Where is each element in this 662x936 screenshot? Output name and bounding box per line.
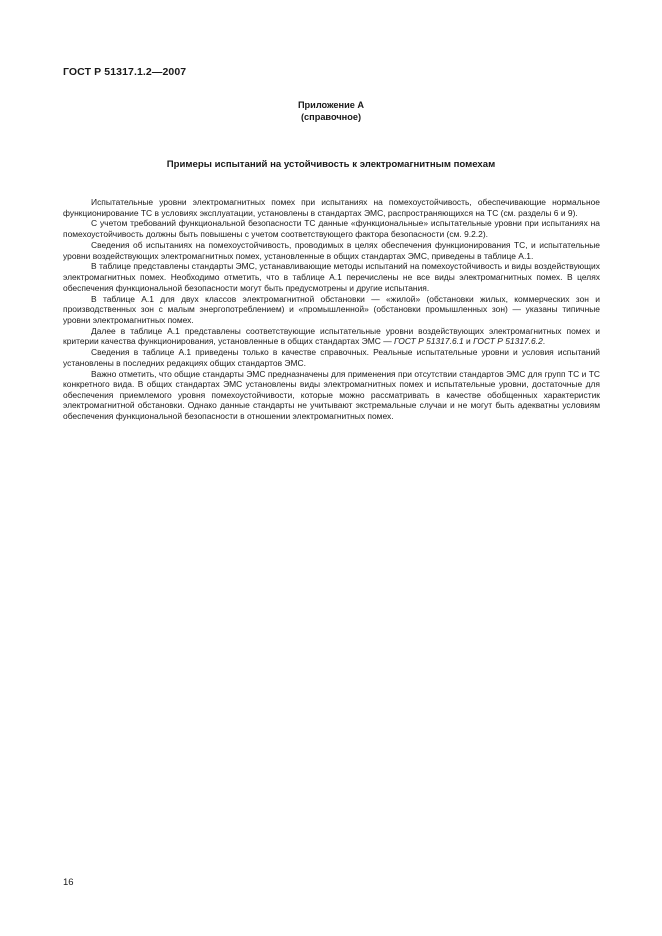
paragraph-text: . [542, 336, 546, 347]
paragraph-text: Далее в таблице А.1 представлены соответствующие испытательные уровни воздействующих электромагнитных помех и критерии качества функционирования, установленные в общих стандартах ЭМС — [63, 325, 600, 347]
page-number: 16 [63, 877, 74, 888]
appendix-title: Приложение А [297, 100, 365, 110]
appendix-subtitle: (справочное) [300, 112, 361, 122]
appendix-heading [0, 99, 662, 123]
paragraph: Сведения в таблице А.1 приведены только в качестве справочных. Реальные испытательные уровни и условия испытаний установлены в последних редакциях общих стандартов ЭМС. [63, 347, 600, 368]
standard-reference: ГОСТ Р 51317.6.1 [393, 336, 464, 347]
section-title: Примеры испытаний на устойчивость к электромагнитным помехам [166, 159, 496, 170]
paragraph-text: и [463, 336, 474, 347]
body-text [63, 197, 600, 422]
paragraph: В таблице представлены стандарты ЭМС, устанавливающие методы испытаний на помехоустойчивость и виды воздействующих электромагнитных помех. Необходимо отметить, что в таблице А.1 перечислены не все виды электромагнитных помех. В целях обеспечения функциональной безопасности могут быть предусмотрены и другие испытания. [63, 261, 600, 293]
document-header: ГОСТ Р 51317.1.2—2007 [63, 66, 187, 78]
paragraph: Сведения об испытаниях на помехоустойчивость, проводимых в целях обеспечения функционирования ТС, и испытательные уровни воздействующих электромагнитных помех, установленные в общих стандартах ЭМС, приведены в таблице А.1. [63, 239, 600, 261]
paragraph: В таблице А.1 для двух классов электромагнитной обстановки — «жилой» (обстановки жилых, коммерческих зон и производственных зон с малым энергопотреблением) и «промышленной» (обстановки промышленных зон) — указаны типичные уровни электромагнитных помех. [63, 293, 600, 325]
paragraph [63, 326, 600, 347]
paragraph: С учетом требований функциональной безопасности ТС данные «функциональные» испытательные уровни при испытаниях на помехоустойчивость должны быть повышены с учетом соответствующего фактора безопасности (см. 9.2.2). [63, 218, 600, 240]
standard-reference: ГОСТ Р 51317.6.2 [473, 336, 543, 347]
paragraph: Важно отметить, что общие стандарты ЭМС предназначены для применения при отсутствии стандартов ЭМС для групп ТС и ТС конкретного вида. В общих стандартах ЭМС установлены виды электромагнитных помех и испытательные уровни, достаточные для обеспечения приемлемого уровня помехоустойчивости, которые можно рассматривать в качестве обобщенных характеристик электромагнитной обстановки. Однако данные стандарты не учитывают экстремальные случаи и не могут быть адекватны условиям обеспечения функциональной безопасности в отношении электромагнитных помех. [63, 368, 600, 421]
paragraph: Испытательные уровни электромагнитных помех при испытаниях на помехоустойчивость, обеспечивающие нормальное функционирование ТС в условиях эксплуатации, установлены в стандартах ЭМС, распространяющихся на ТС (см. разделы 6 и 9). [63, 197, 600, 218]
